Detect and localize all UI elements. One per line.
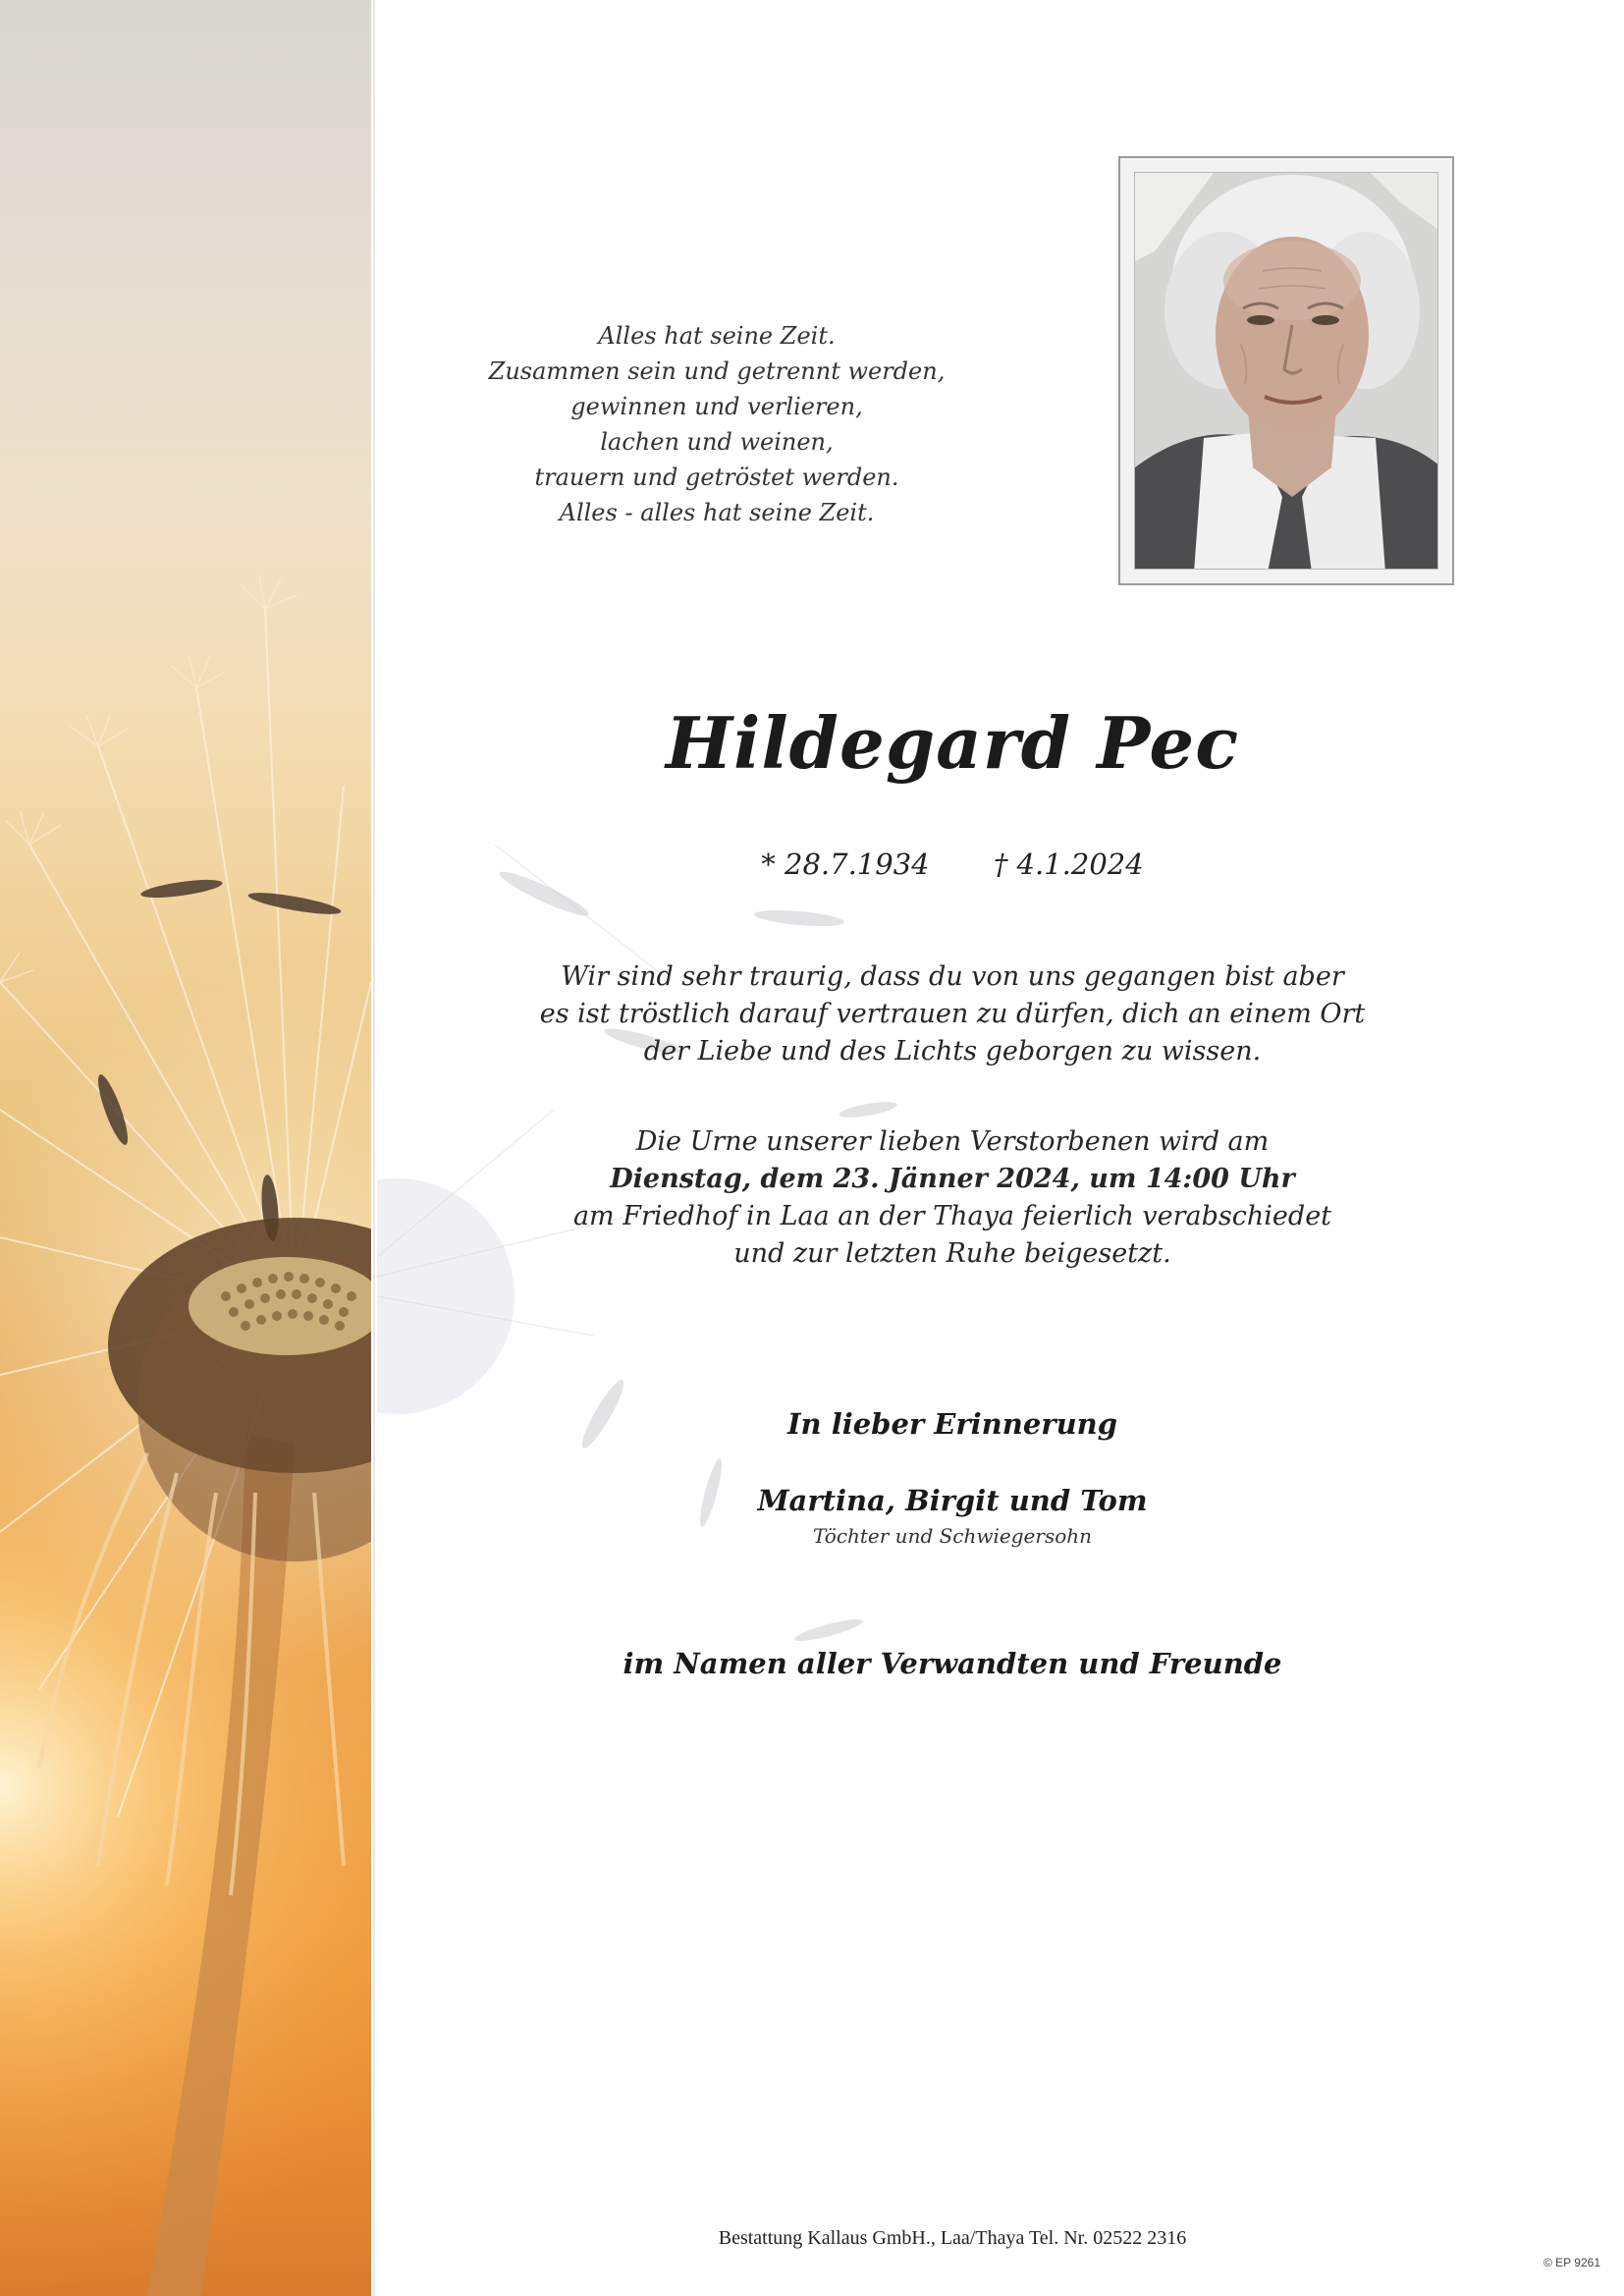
family-relation: Töchter und Schwiegersohn [812, 1524, 1093, 1548]
deceased-name: Hildegard Pec [665, 701, 1240, 785]
life-dates [550, 845, 1355, 884]
strip-divider [371, 0, 377, 2296]
message-line: der Liebe und des Lichts geborgen zu wissen. [643, 1036, 1262, 1066]
relatives-line: im Namen aller Verwandten und Freunde [623, 1647, 1282, 1680]
farewell-message [511, 958, 1394, 1070]
verse-line: Zusammen sein und getrennt werden, [488, 357, 946, 385]
portrait-illustration [1135, 173, 1438, 570]
remembrance-heading: In lieber Erinnerung [786, 1407, 1118, 1441]
verse-line: Alles hat seine Zeit. [598, 322, 836, 350]
verse-line: gewinnen und verlieren, [570, 393, 863, 420]
ceremony-intro: Die Urne unserer lieben Verstorbenen wird am [635, 1126, 1270, 1157]
ceremony-location: am Friedhof in Laa an der Thaya feierlich verabschiedet [572, 1201, 1332, 1231]
opening-verse [432, 318, 1001, 530]
template-code: © EP 9261 [1543, 2256, 1600, 2269]
undertaker-info: Bestattung Kallaus GmbH., Laa/Thaya Tel. Nr. 02522 2316 [718, 2227, 1187, 2249]
dandelion-illustration [0, 0, 371, 2296]
family-names: Martina, Birgit und Tom [757, 1484, 1148, 1517]
message-line: Wir sind sehr traurig, dass du von uns gegangen bist aber [561, 961, 1344, 992]
portrait-photo [1134, 172, 1438, 570]
dandelion-image-strip [0, 0, 371, 2296]
ceremony-date: Dienstag, dem 23. Jänner 2024, um 14:00 Uhr [610, 1164, 1295, 1194]
message-line: es ist tröstlich darauf vertrauen zu dürfen, dich an einem Ort [539, 999, 1366, 1029]
ceremony-closing: und zur letzten Ruhe beigesetzt. [733, 1238, 1171, 1269]
verse-line: trauern und getröstet werden. [534, 464, 899, 491]
ceremony-details [511, 1123, 1394, 1273]
death-date: † 4.1.2024 [993, 847, 1144, 881]
portrait-frame [1118, 156, 1454, 585]
verse-line: Alles - alles hat seine Zeit. [559, 499, 875, 526]
verse-line: lachen und weinen, [600, 428, 834, 456]
birth-date: * 28.7.1934 [761, 847, 930, 881]
